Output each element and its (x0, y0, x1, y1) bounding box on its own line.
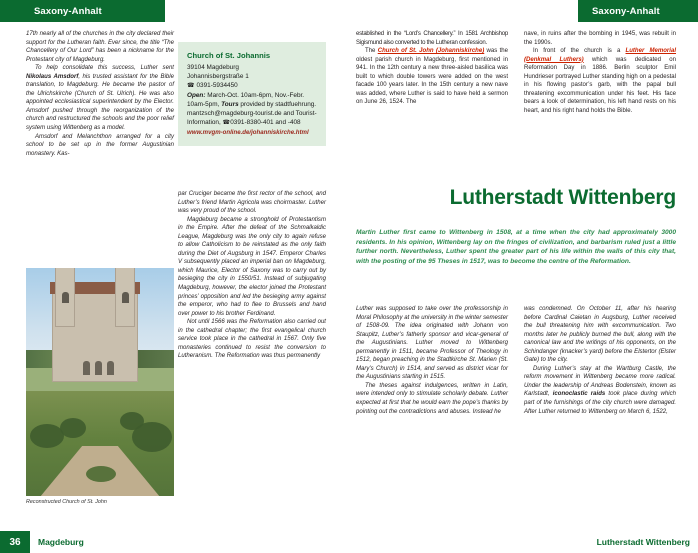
footer-label-left: Magdeburg (38, 537, 84, 547)
info-box-hours (187, 92, 317, 127)
cross-reference-link[interactable]: Luther Memorial (Denkmal Luthers) (524, 48, 677, 63)
body-column-3b (356, 305, 508, 416)
photo-bush (86, 466, 116, 482)
section-heading: Lutherstadt Wittenberg (449, 186, 676, 209)
text-run: To help consolidate this success, Luther sent (35, 65, 174, 72)
paragraph: The theses against indulgences, written in Latin, were intended only to stimulate scholarly debate. Luther expected at first that he would earn the pope’s thanks by pointing out the contradictions and abuses. Instead he (356, 382, 508, 415)
text-run: In front of the church is a (533, 48, 626, 55)
info-box-phone: 0391-5934450 (196, 82, 238, 90)
photo-figure (26, 268, 174, 506)
open-value: March-Oct. 10am-6pm, Nov.-Febr. 10am-5pm, (187, 91, 305, 108)
text-run: The (365, 48, 378, 55)
text-run: was the oldest parish church in Magdeburg, first mentioned in 941. In the 12th century a new three-aisled basilica was built to which double towers were added on the west facade 100 years later. In the 15th century a new nave was added, where Luther is said to have held a sermon on June 26, 1524. The (356, 48, 508, 106)
running-head-left-label: Saxony-Anhalt (34, 5, 102, 17)
photo-tower-window (62, 292, 69, 303)
info-box-phone-line (187, 81, 317, 90)
paragraph (524, 47, 676, 115)
tours-value: provided by stadtfuehrung. mantzsch@magdeburg-tourist.de and Tourist-Information, (187, 100, 317, 127)
paragraph: Luther was supposed to take over the professorship in Moral Philosophy at the university in the winter semester of 1508-09. The idea originated with Johann von Staupitz, Luther’s fatherly sponsor and vicar-general of the Augustinians. Luther moved to Wittenberg permanently in 1511, became Professor of Theology in 1512, began preaching in the Stadtkirche St. Marien (St. Mary’s Church) in 1514, and served as district vicar for the Augustinians starting in 1515. (356, 306, 508, 381)
text-run: took place during which part of the furnishings of the city church were damaged. After Luther returned to Wittenberg on March 6, 1522, (524, 391, 677, 415)
photo-nave-window (107, 361, 114, 375)
photo-nave-window (95, 361, 102, 375)
paragraph: established in the “Lord’s Chancellery.” In 1581 Archbishop Sigismund also converted to the Lutheran confession. (356, 31, 508, 46)
running-head-left (0, 0, 165, 22)
tours-label: Tours (221, 100, 239, 108)
paragraph: Amsdorf and Melanchthon arranged for a city school to be set up in the former Augustinian monastery. Kas- (26, 133, 174, 157)
photo-tower-window (122, 292, 129, 303)
body-column-3 (356, 30, 508, 107)
body-column-4 (524, 30, 676, 115)
paragraph: nave, in ruins after the bombing in 1945, was rebuilt in the 1990s. (524, 31, 676, 46)
telephone-icon-2: ☎ (222, 119, 231, 127)
running-head-right (578, 0, 698, 22)
info-box-phone-2: 0391-8380-401 and -408 (230, 119, 301, 127)
paragraph (524, 365, 676, 416)
photo-church-tower-right (115, 268, 135, 327)
paragraph (26, 64, 174, 132)
running-head-right-label: Saxony-Anhalt (592, 5, 660, 17)
body-column-4b (524, 305, 676, 416)
photo-bush (30, 424, 64, 448)
photo-church-of-st-john (26, 268, 174, 496)
paragraph: Not until 1566 was the Reformation also carried out in the cathedral chapter; the first evangelical church service took place in the cathedral in 1567. Only five monasteries continued to resist the conversion to Lutheranism. The Reformation was thus permanently (178, 319, 326, 360)
photo-bush (60, 418, 86, 438)
section-intro-paragraph: Martin Luther first came to Wittenberg in 1508, at a time when the city had approximately 3000 residents. In his opinion, Wittenberg lay on the fringes of civilization, and barbarism ruled just a little further north. Nevertheless, Luther spent the greater part of his life within the walls of this city that, with the posting of the 95 Theses in 1517, was to become the centre of the Reformation. (356, 229, 676, 265)
paragraph: Magdeburg became a stronghold of Protestantism in the Empire. After the defeat of the Schmalkaldic League, Magdeburg was the only city to again refuse to allow Catholicism to be reinstated as the only faith during the Diet of Augsburg in 1547. Emperor Charles V subsequently placed an imperial ban on Magdeburg, which Maurice, Elector of Saxony was to carry out by besieging the city in 1550/51. Instead of subjugating Magdeburg, however, the elector joined the Protestant princes’ opposition and led the besieging army against the emperor, who had to flee to Brussels and hand over power to his brother Ferdinand. (178, 216, 326, 317)
body-column-1 (26, 30, 174, 158)
telephone-icon: ☎ (187, 82, 195, 90)
text-run: During Luther’s stay at the Wartburg Castle, the reform movement in Wittenberg became more radical. Under the leadership of Andreas Bodenstein, known as Karlstadt, (524, 365, 676, 398)
text-run: which was dedicated on Reformation Day in 1886. Berlin sculptor Emil Hundrieser portrayed Luther standing high on a pedestal in his flowing pastor’s garb, with the papal bull threatening excommunication under his feet. His face bears a look of determination, his left hand rests on his heart, and his right hand holds the Bible. (524, 56, 676, 114)
info-box-postal: 39104 Magdeburg (187, 64, 239, 71)
bold-term: iconoclastic raids (552, 391, 606, 398)
body-column-2 (178, 190, 326, 361)
info-box-church-st-johannis (178, 42, 326, 146)
footer-left (0, 531, 92, 553)
open-label: Open: (187, 91, 206, 99)
cross-reference-link[interactable]: Church of St. John (Johanniskirche) (377, 48, 485, 55)
text-run: , his trusted assistant for the Bible translation, to Magdeburg. He became the pastor of the Ulrichskirche (Church of St. Ulrich). He was also appointed ecclesiastical superintendent by the Elector. Amsdorf pushed through the reorganization of the church and restructured the schools and the poor relief system using Wittenberg as a model. (26, 73, 174, 132)
paragraph (356, 47, 508, 107)
photo-caption: Reconstructed Church of St. John (26, 499, 107, 505)
photo-church-tower-left (55, 268, 75, 327)
info-box-street: Johannisbergstraße 1 (187, 73, 249, 81)
bold-name: Nikolaus Amsdorf (26, 73, 79, 80)
info-box-website-link[interactable]: www.mvgm-online.de/johanniskirche.html (187, 128, 309, 136)
photo-nave-window (83, 361, 90, 375)
page-number-left: 36 (0, 531, 30, 553)
info-box-title: Church of St. Johannis (187, 51, 271, 60)
photo-church-building (52, 286, 138, 382)
paragraph: par Cruciger became the first rector of the school, and Luther’s friend Martin Agricola was choirmaster. Luther was very proud of the school. (178, 191, 326, 215)
photo-bush (120, 412, 144, 430)
paragraph: was condemned. On October 11, after his hearing before Cardinal Caietan in Augsburg, Luther received the bull threatening him with excommunication. Two months later he publicly burned the bull, along with the canonical law and the writings of his opponents, on the Schindanger (knacker’s yard) before the Elstertor (Elster Gate) to the city. (524, 306, 676, 364)
footer-label-right: Lutherstadt Wittenberg (596, 537, 690, 547)
paragraph: 17th nearly all of the churches in the city declared their support for the Lutheran faith. Ever since, the title “The Chancellery of Our Lord” has been a nickname for the Protestant city of Magdeburg. (26, 31, 174, 63)
footer-right (589, 531, 698, 553)
